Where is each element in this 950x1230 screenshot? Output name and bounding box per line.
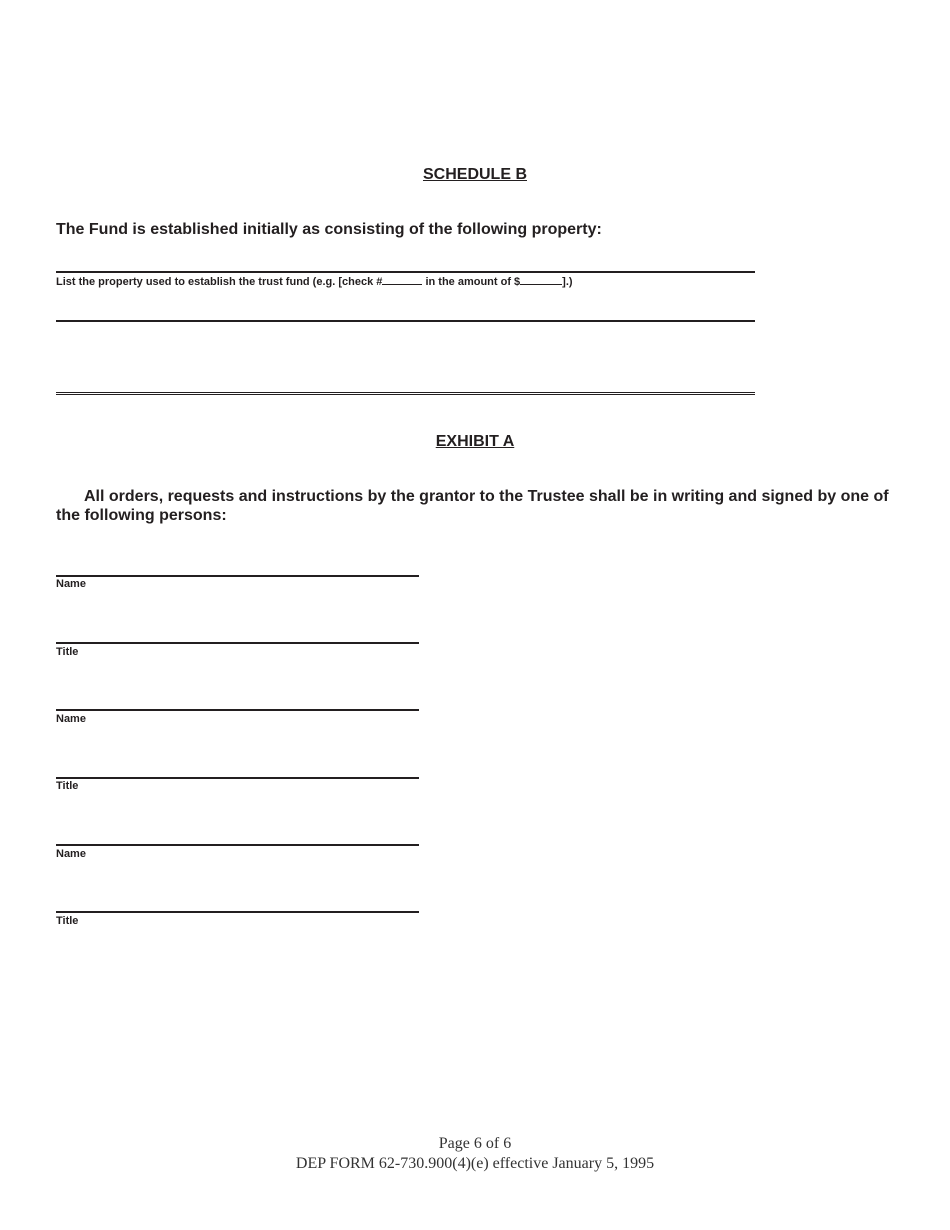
name-3-line[interactable] — [56, 844, 419, 846]
exhibit-lead-text: All orders, requests and instructions by the grantor to the Trustee shall be in writing and signed by one of the following persons: — [56, 488, 889, 524]
name-3-label: Name — [56, 848, 86, 860]
title-1-label: Title — [56, 646, 79, 658]
exhibit-title: EXHIBIT A — [435, 433, 515, 450]
section-divider — [56, 392, 755, 395]
property-instruction — [56, 274, 573, 289]
title-2-line[interactable] — [56, 777, 419, 779]
name-1-label: Name — [56, 578, 86, 590]
check-number-blank[interactable] — [382, 274, 422, 285]
name-2-label: Name — [56, 713, 86, 725]
title-3-line[interactable] — [56, 911, 419, 913]
property-field-top-rule — [56, 271, 755, 273]
schedule-lead-text: The Fund is established initially as consisting of the following property: — [56, 221, 602, 238]
property-entry-line[interactable] — [56, 320, 755, 322]
name-1-line[interactable] — [56, 575, 419, 577]
title-1-line[interactable] — [56, 642, 419, 644]
amount-blank[interactable] — [520, 274, 562, 285]
title-2-label: Title — [56, 780, 79, 792]
page-number: Page 6 of 6 — [438, 1135, 512, 1152]
form-identifier: DEP FORM 62-730.900(4)(e) effective January 5, 1995 — [295, 1155, 655, 1172]
instruction-text-2: in the amount of $ — [422, 276, 521, 288]
instruction-text-3: ].) — [562, 276, 573, 288]
instruction-text-1: List the property used to establish the trust fund (e.g. [check # — [56, 276, 383, 288]
name-2-line[interactable] — [56, 709, 419, 711]
title-3-label: Title — [56, 915, 79, 927]
schedule-title: SCHEDULE B — [422, 166, 527, 183]
